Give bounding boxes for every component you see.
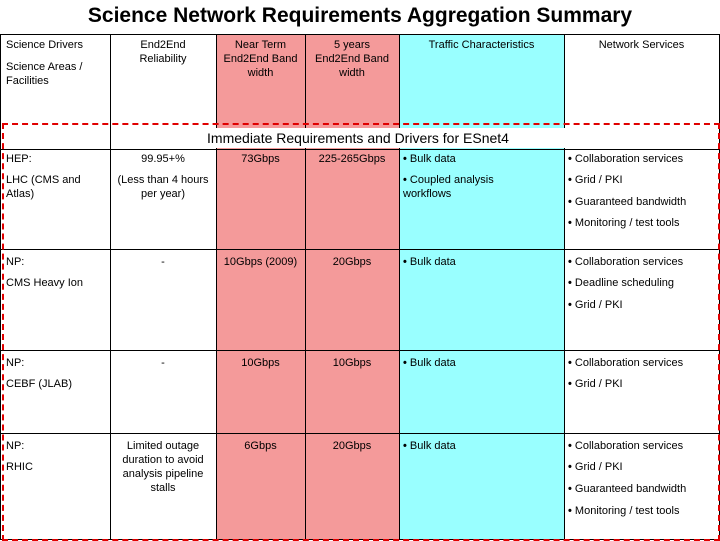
- header-network-services: Network Services: [598, 39, 685, 51]
- row-five-years: 20Gbps: [332, 440, 372, 452]
- service-item: • Grid / PKI: [568, 298, 623, 312]
- row-area-facility: CMS Heavy Ion: [6, 277, 84, 289]
- column-divider: [0, 34, 1, 540]
- immediate-requirements-banner: Immediate Requirements and Drivers for ESnet4: [150, 128, 566, 148]
- service-item: • Grid / PKI: [568, 460, 623, 474]
- row-near-term: 10Gbps: [241, 357, 280, 369]
- service-item: • Collaboration services: [568, 152, 683, 166]
- row-area-label: NP:: [6, 440, 25, 452]
- row-area-label: HEP:: [6, 153, 32, 165]
- service-item: • Guaranteed bandwidth: [568, 482, 686, 496]
- row-near-term: 6Gbps: [244, 440, 277, 452]
- row-reliability: -: [161, 357, 165, 369]
- row-near-term: 10Gbps (2009): [223, 256, 298, 268]
- service-item: • Monitoring / test tools: [568, 216, 679, 230]
- header-traffic-characteristics: Traffic Characteristics: [428, 39, 535, 51]
- header-science-areas: Science Areas / Facilities: [6, 61, 83, 87]
- row-reliability-note: (Less than 4 hours per year): [117, 174, 209, 200]
- row-reliability: 99.95+%: [141, 153, 185, 165]
- header-near-term-bandwidth: Near Term End2End Band width: [223, 39, 298, 79]
- table-top-border: [0, 34, 720, 35]
- row-five-years: 10Gbps: [332, 357, 372, 369]
- service-item: • Guaranteed bandwidth: [568, 195, 686, 209]
- header-science-drivers: Science Drivers: [6, 39, 84, 51]
- traffic-item: • Coupled analysis workflows: [403, 173, 519, 201]
- row-reliability: -: [161, 256, 165, 268]
- header-reliability: End2End Reliability: [139, 39, 187, 65]
- row-area-facility: CEBF (JLAB): [6, 378, 73, 390]
- traffic-item: • Bulk data: [403, 439, 456, 453]
- header-five-year-bandwidth: 5 years End2End Band width: [314, 39, 389, 79]
- service-item: • Collaboration services: [568, 439, 683, 453]
- row-area-facility: RHIC: [6, 461, 33, 473]
- service-item: • Monitoring / test tools: [568, 504, 679, 518]
- row-area-facility: LHC (CMS and Atlas): [6, 174, 81, 200]
- row-near-term: 73Gbps: [241, 153, 280, 165]
- traffic-item: • Bulk data: [403, 152, 456, 166]
- row-area-label: NP:: [6, 357, 25, 369]
- traffic-item: • Bulk data: [403, 356, 456, 370]
- page-title: Science Network Requirements Aggregation Summary: [87, 4, 633, 27]
- row-five-years: 225-265Gbps: [318, 153, 386, 165]
- service-item: • Collaboration services: [568, 255, 683, 269]
- row-five-years: 20Gbps: [332, 256, 372, 268]
- service-item: • Collaboration services: [568, 356, 683, 370]
- traffic-item: • Bulk data: [403, 255, 456, 269]
- service-item: • Grid / PKI: [568, 173, 623, 187]
- row-area-label: NP:: [6, 256, 25, 268]
- row-reliability: Limited outage duration to avoid analysis pipeline stalls: [122, 440, 204, 494]
- service-item: • Deadline scheduling: [568, 276, 674, 290]
- service-item: • Grid / PKI: [568, 377, 623, 391]
